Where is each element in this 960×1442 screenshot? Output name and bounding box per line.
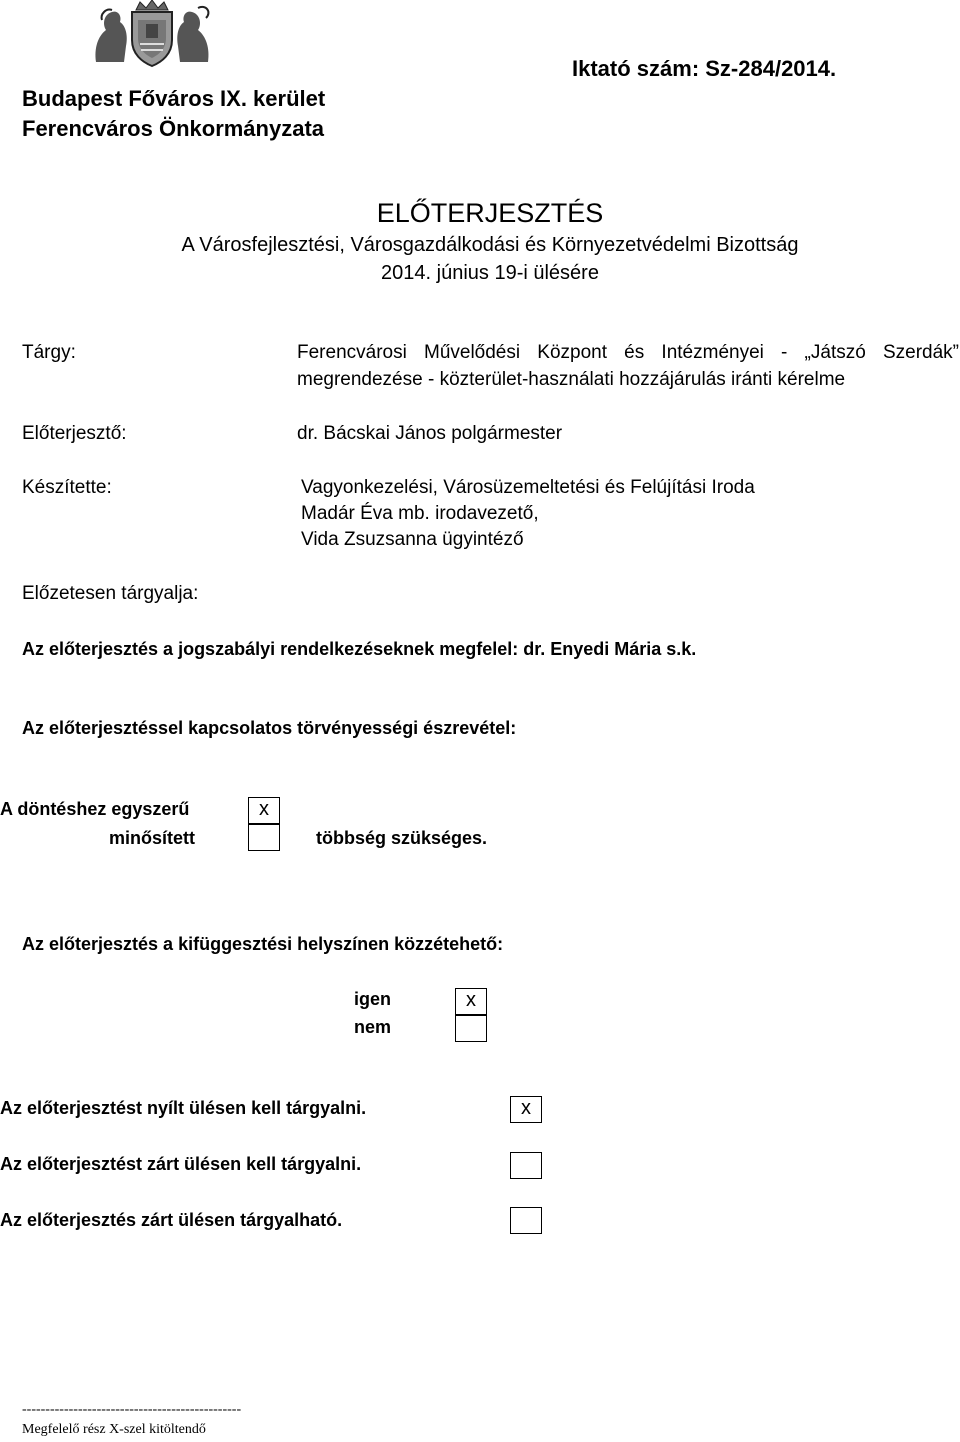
committee-line: A Városfejlesztési, Városgazdálkodási és Környezetvédelmi Bizottság bbox=[181, 234, 799, 256]
org-name-line1: Budapest Főváros IX. kerület bbox=[22, 86, 326, 111]
open-session-checkbox[interactable]: x bbox=[510, 1096, 542, 1123]
majority-simple-label: A döntéshez egyszerű bbox=[0, 799, 190, 819]
footer-separator: ----------------------------------------------- bbox=[22, 1402, 242, 1417]
presenter-label: Előterjesztő: bbox=[22, 423, 127, 444]
prepared-officer: Vida Zsuzsanna ügyintéző bbox=[301, 529, 524, 550]
subject-line1: Ferencvárosi Művelődési Központ és Intézményei - „Játszó Szerdák” bbox=[297, 342, 959, 363]
subject-label: Tárgy: bbox=[22, 342, 76, 363]
prepared-head: Madár Éva mb. irodavezető, bbox=[301, 503, 539, 524]
publish-no-label: nem bbox=[354, 1017, 392, 1037]
org-name-line2: Ferencváros Önkormányzata bbox=[22, 116, 325, 141]
prepared-department: Vagyonkezelési, Városüzemeltetési és Felújítási Iroda bbox=[301, 477, 755, 498]
majority-qualified-checkbox[interactable] bbox=[248, 824, 280, 851]
coat-of-arms-icon bbox=[88, 0, 216, 68]
majority-simple-checkbox[interactable]: x bbox=[248, 797, 280, 824]
pre-discussed-label: Előzetesen tárgyalja: bbox=[22, 583, 199, 604]
publish-no-checkbox[interactable] bbox=[455, 1015, 487, 1042]
majority-suffix: többség szükséges. bbox=[316, 828, 488, 848]
majority-qualified-label: minősített bbox=[109, 828, 196, 848]
legal-compliance-statement: Az előterjesztés a jogszabályi rendelkezéseknek megfelel: dr. Enyedi Mária s.k. bbox=[22, 639, 697, 659]
prepared-label: Készítette: bbox=[22, 477, 112, 498]
registration-number: Iktató szám: Sz-284/2014. bbox=[572, 56, 837, 81]
meeting-date-line: 2014. június 19-i ülésére bbox=[381, 262, 599, 284]
legal-remark-label: Az előterjesztéssel kapcsolatos törvényességi észrevétel: bbox=[22, 718, 517, 738]
publish-yes-label: igen bbox=[354, 989, 392, 1009]
publish-question: Az előterjesztés a kifüggesztési helyszínen közzétehető: bbox=[22, 934, 504, 954]
subject-line2: megrendezése - közterület-használati hozzájárulás iránti kérelme bbox=[297, 369, 846, 390]
footer-note: Megfelelő rész X-szel kitöltendő bbox=[22, 1422, 206, 1437]
document-title: ELŐTERJESZTÉS bbox=[376, 198, 604, 228]
closed-session-checkbox[interactable] bbox=[510, 1152, 542, 1179]
publish-yes-checkbox[interactable]: x bbox=[455, 988, 487, 1015]
closed-possible-label: Az előterjesztés zárt ülésen tárgyalható. bbox=[0, 1210, 343, 1230]
presenter-value: dr. Bácskai János polgármester bbox=[297, 423, 563, 444]
open-session-label: Az előterjesztést nyílt ülésen kell tárgyalni. bbox=[0, 1098, 367, 1118]
closed-possible-checkbox[interactable] bbox=[510, 1207, 542, 1234]
closed-session-label: Az előterjesztést zárt ülésen kell tárgyalni. bbox=[0, 1154, 362, 1174]
